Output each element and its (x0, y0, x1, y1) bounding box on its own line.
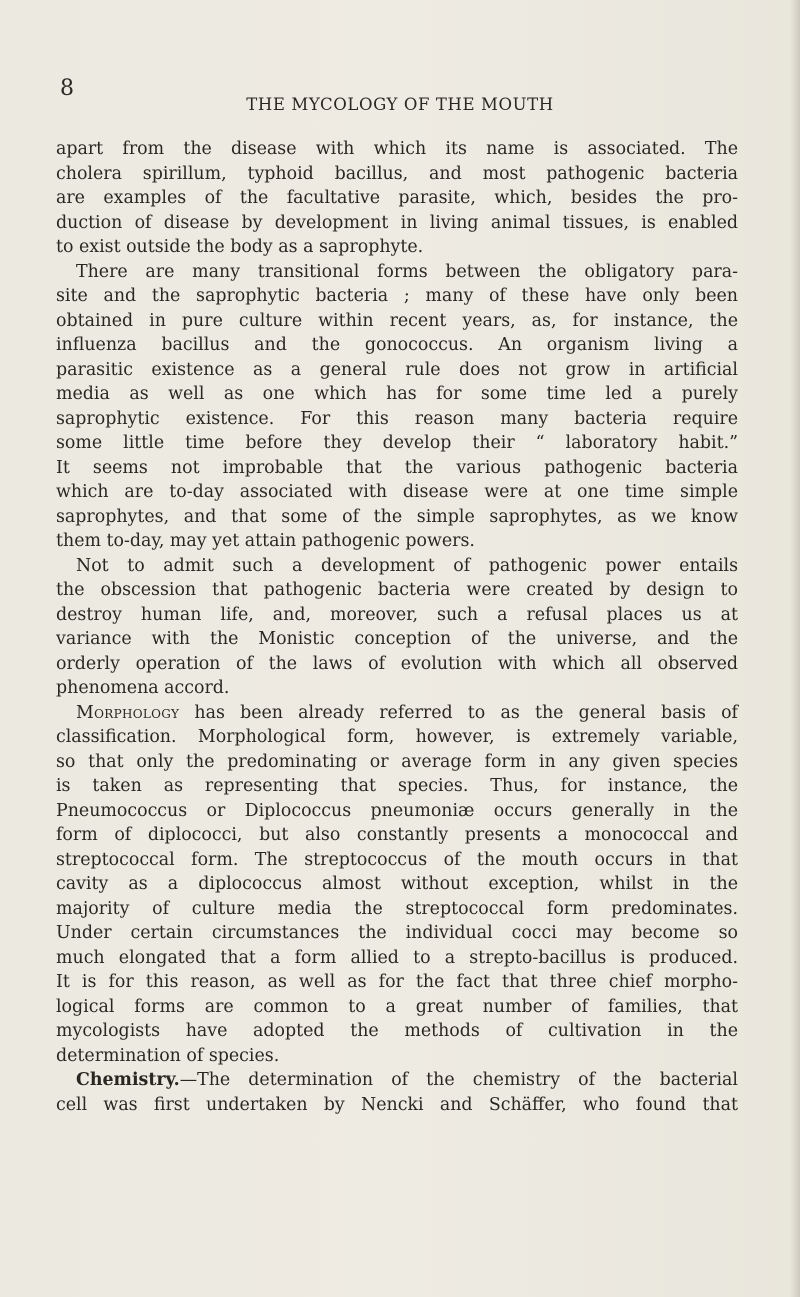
text-line: majority of culture media the streptococcal form predominates. (56, 898, 738, 919)
text-line: cholera spirillum, typhoid bacillus, and most pathogenic bacteria (56, 163, 738, 184)
text-line: cavity as a diplococcus almost without exception, whilst in the (56, 874, 738, 894)
text-line: determination of species. (56, 1045, 280, 1066)
text-line: cell was first undertaken by Nencki and Schäffer, who found that (56, 1094, 738, 1115)
text-line: form of diplococci, but also constantly presents a monococcal and (56, 825, 738, 845)
text-line: classification. Morphological form, however, is extremely variable, (56, 727, 738, 747)
text-line: apart from the disease with which its name is associated. The (56, 139, 738, 159)
text-line: Pneumococcus or Diplococcus pneumoniæ occurs generally in the (56, 800, 738, 821)
run-in-chemistry: Chemistry. (76, 1070, 180, 1090)
text-line: obtained in pure culture within recent years, as, for instance, the (56, 310, 738, 331)
text-line: influenza bacillus and the gonococcus. An organism living a (56, 335, 738, 355)
text-line: destroy human life, and, moreover, such a refusal places us at (56, 604, 738, 625)
text-line: phenomena accord. (56, 678, 230, 698)
text-line: There are many transitional forms between the obligatory para- (76, 261, 738, 282)
text-line-rest: has been already referred to as the general basis of (194, 702, 738, 723)
text-line: It is for this reason, as well as for the fact that three chief morpho- (56, 972, 738, 992)
page-edge-shadow (790, 0, 800, 1297)
body-text (56, 137, 738, 1117)
text-line: variance with the Monistic conception of the universe, and the (56, 629, 738, 649)
text-line: so that only the predominating or average form in any given species (56, 751, 738, 772)
text-line: media as well as one which has for some time led a purely (56, 384, 738, 404)
text-line: much elongated that a form allied to a strepto-bacillus is produced. (56, 947, 738, 968)
text-line: which are to-day associated with disease were at one time simple (56, 482, 738, 502)
text-line-morphology (56, 701, 738, 726)
text-line: some little time before they develop their “ laboratory habit.” (56, 433, 738, 453)
text-line: the obscession that pathogenic bacteria were created by design to (56, 580, 738, 600)
running-head: THE MYCOLOGY OF THE MOUTH (246, 95, 554, 114)
text-line: site and the saprophytic bacteria ; many of these have only been (56, 286, 738, 306)
run-in-morphology: Morphology (76, 702, 180, 723)
text-line: Not to admit such a development of pathogenic power entails (76, 555, 738, 576)
text-line-chemistry (56, 1068, 738, 1093)
text-line: duction of disease by development in living animal tissues, is enabled (56, 212, 738, 233)
text-line: to exist outside the body as a saprophyte. (56, 237, 424, 257)
page-number: 8 (60, 76, 74, 101)
text-line: are examples of the facultative parasite, which, besides the pro- (56, 188, 738, 208)
text-line-rest: —The determination of the chemistry of the bacterial (179, 1070, 738, 1090)
text-line: them to-day, may yet attain pathogenic powers. (56, 531, 475, 551)
text-line: parasitic existence as a general rule does not grow in artificial (56, 359, 738, 380)
text-line: saprophytes, and that some of the simple saprophytes, as we know (56, 506, 738, 527)
text-line: is taken as representing that species. Thus, for instance, the (56, 776, 738, 796)
text-line: mycologists have adopted the methods of cultivation in the (56, 1021, 738, 1041)
text-line: saprophytic existence. For this reason many bacteria require (56, 408, 738, 429)
text-line: Under certain circumstances the individual cocci may become so (56, 923, 738, 943)
text-line: logical forms are common to a great number of families, that (56, 996, 738, 1017)
text-line: orderly operation of the laws of evolution with which all observed (56, 653, 738, 674)
text-line: It seems not improbable that the various pathogenic bacteria (56, 457, 738, 478)
text-line: streptococcal form. The streptococcus of the mouth occurs in that (56, 849, 738, 870)
